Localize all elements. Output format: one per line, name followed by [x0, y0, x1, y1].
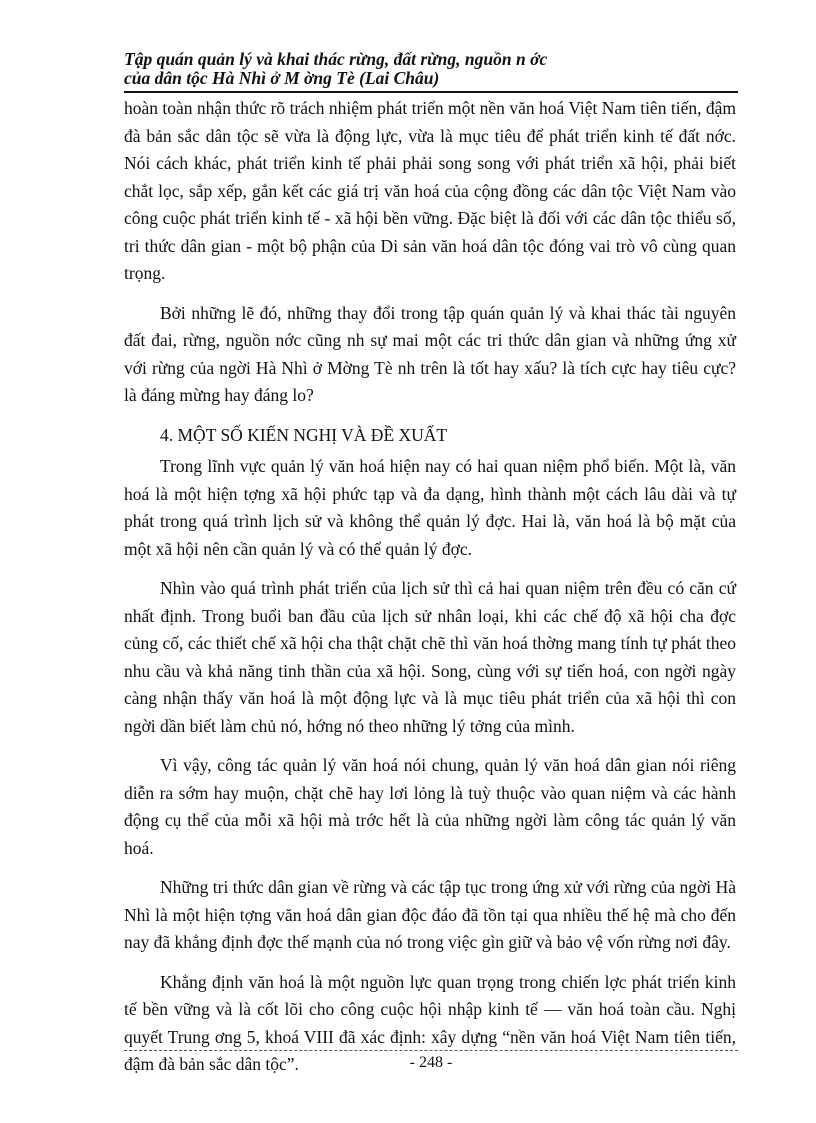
section-heading: 4. MỘT SỐ KIẾN NGHỊ VÀ ĐỀ XUẤT — [160, 424, 448, 445]
footer-divider — [124, 1050, 738, 1051]
header-divider — [124, 91, 738, 93]
running-header — [124, 50, 744, 88]
paragraph-2: Bởi những lẽ đó, những thay đổi trong tập quán quản lý và khai thác tài nguyên đất đai, rừng, nguồn nớc cũng nh sự mai một các tri thức dân gian và những ứng xử với rừng của ngời Hà Nhì ở Mờng Tè nh trên là tốt hay xấu? là tích cực hay tiêu cực? là đáng mừng hay đáng lo? — [124, 302, 736, 405]
paragraph-7: Khẳng định văn hoá là một nguồn lực quan trọng trong chiến lợc phát triển kinh tế bền vững và là cốt lõi cho công cuộc hội nhập kinh tế — văn hoá toàn cầu. Nghị quyết Trung ơng 5, khoá VIII đã xác định: xây dựng “nền văn hoá Việt Nam tiên tiến, đậm đà bản sắc dân tộc”. — [124, 971, 736, 1074]
paragraph-1: hoàn toàn nhận thức rõ trách nhiệm phát triển một nền văn hoá Việt Nam tiên tiến, đậm đà bản sắc dân tộc sẽ vừa là động lực, vừa là mục tiêu để phát triển kinh tế đất nớc. Nói cách khác, phát triển kinh tế phải phải song song với phát triển xã hội, phải biết chắt lọc, sắp xếp, gắn kết các giá trị văn hoá của cộng đồng các dân tộc Việt Nam vào công cuộc phát triển kinh tế - xã hội bền vững. Đặc biệt là đối với các dân tộc thiểu số, tri thức dân gian - một bộ phận của Di sản văn hoá dân tộc đóng vai trò vô cùng quan trọng. — [124, 98, 736, 283]
paragraph-4: Nhìn vào quá trình phát triển của lịch sử thì cả hai quan niệm trên đều có căn cứ nhất định. Trong buổi ban đầu của lịch sử nhân loại, khi các chế độ xã hội cha đợc củng cố, các thiết chế xã hội cha thật chặt chẽ thì văn hoá thờng mang tính tự phát theo nhu cầu và khả năng tinh thần của xã hội. Song, cùng với sự tiến hoá, con ngời ngày càng nhận thấy văn hoá là một động lực và là mục tiêu phát triển của xã hội thì con ngời dần biết làm chủ nó, hớng nó theo những lý tởng của mình. — [124, 578, 736, 736]
header-title-line-2: của dân tộc Hà Nhì ở M ờng Tè (Lai Châu) — [124, 68, 440, 88]
page-number: - 248 - — [409, 1054, 453, 1071]
paragraph-6: Những tri thức dân gian về rừng và các tập tục trong ứng xử với rừng của ngời Hà Nhì là một hiện tợng văn hoá dân gian độc đáo đã tồn tại qua nhiều thế hệ mà cho đến nay đã khẳng định đợc thế mạnh của nó trong việc gìn giữ và bảo vệ vốn rừng nơi đây. — [124, 877, 736, 952]
paragraph-5: Vì vậy, công tác quản lý văn hoá nói chung, quản lý văn hoá dân gian nói riêng diễn ra sớm hay muộn, chặt chẽ hay lơi lỏng là tuỳ thuộc vào quan niệm và các hành động cụ thể của mỗi xã hội mà trớc hết là của những ngời làm công tác quản lý văn hoá. — [124, 755, 736, 858]
paragraph-3: Trong lĩnh vực quản lý văn hoá hiện nay có hai quan niệm phổ biến. Một là, văn hoá là một hiện tợng xã hội phức tạp và đa dạng, hình thành một cách lâu dài và tự phát trong quá trình lịch sử và không thể quản lý đợc. Hai là, văn hoá là bộ mặt của một xã hội nên cần quản lý và có thể quản lý đợc. — [124, 456, 736, 559]
body-text — [124, 95, 736, 1091]
header-title-line-1: Tập quán quản lý và khai thác rừng, đất rừng, nguồn n ớc — [124, 49, 548, 69]
